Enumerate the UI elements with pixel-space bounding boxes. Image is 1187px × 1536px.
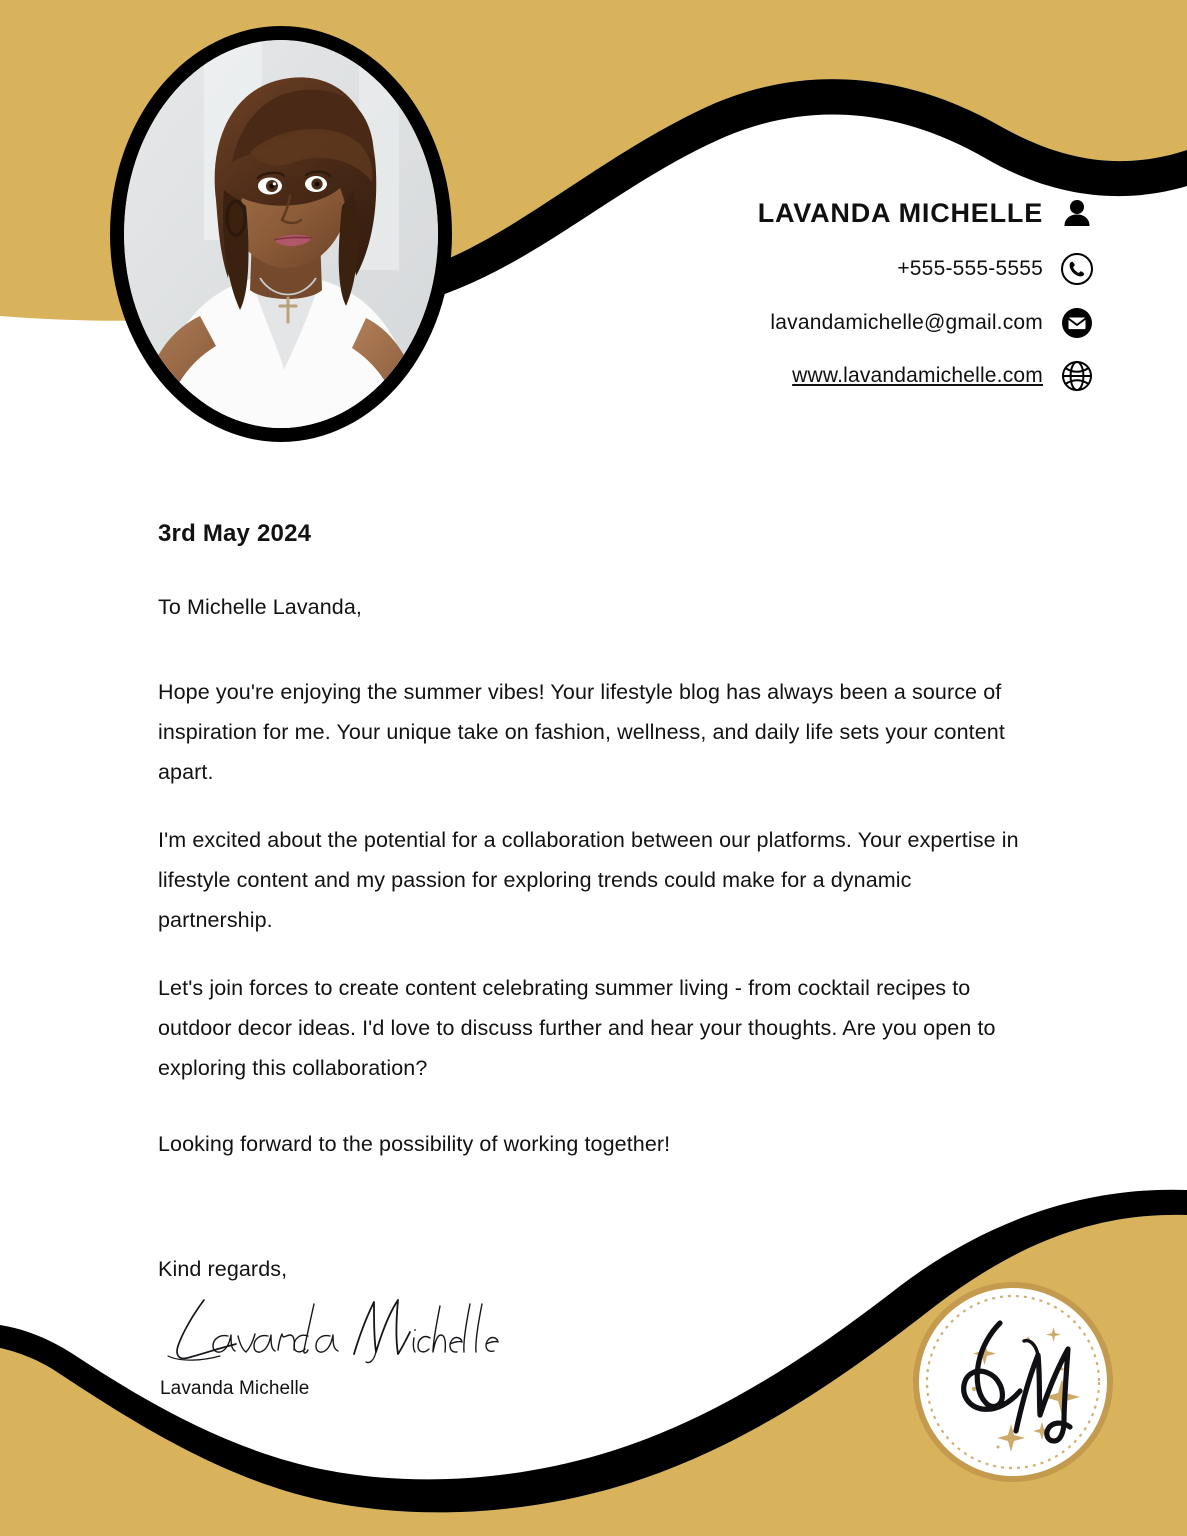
website-link[interactable]: www.lavandamichelle.com [792,364,1043,387]
salutation: To Michelle Lavanda, [158,595,362,619]
contact-block [758,196,1094,393]
signature-mark [158,1292,508,1372]
contact-row-website[interactable] [758,359,1094,393]
monogram-logo [912,1281,1114,1483]
contact-row-email[interactable] [758,306,1094,340]
portrait-photo [124,40,438,428]
globe-icon[interactable] [1060,359,1094,393]
contact-row-name [758,196,1094,230]
body-paragraph: I'm excited about the potential for a collaboration between our platforms. Your expertise in lifestyle content and my passion for exploring trends could make for a dynamic partnership. [158,828,1019,932]
letter-body [158,520,1028,1400]
closing-line: Looking forward to the possibility of working together! [158,1132,671,1156]
phone-number: +555-555-5555 [897,257,1043,280]
letter-date: 3rd May 2024 [158,520,312,547]
signer-name: Lavanda Michelle [160,1378,310,1399]
person-icon [1060,196,1094,230]
page-title: LAVANDA MICHELLE [757,197,1043,228]
phone-icon[interactable] [1060,252,1094,286]
envelope-icon[interactable] [1060,306,1094,340]
portrait-illustration [124,40,438,428]
body-paragraph: Let's join forces to create content celebrating summer living - from cocktail recipes to outdoor decor ideas. I'd love to discuss further and hear your thoughts. Are you open to exploring this collaboration? [158,976,996,1080]
signoff: Kind regards, [158,1257,288,1281]
portrait-frame [110,26,452,442]
body-paragraph: Hope you're enjoying the summer vibes! Your lifestyle blog has always been a source of inspiration for me. Your unique take on fashion, wellness, and daily life sets your content apart. [158,680,1005,784]
contact-row-phone[interactable] [758,252,1094,286]
email-address: lavandamichelle@gmail.com [770,311,1043,334]
